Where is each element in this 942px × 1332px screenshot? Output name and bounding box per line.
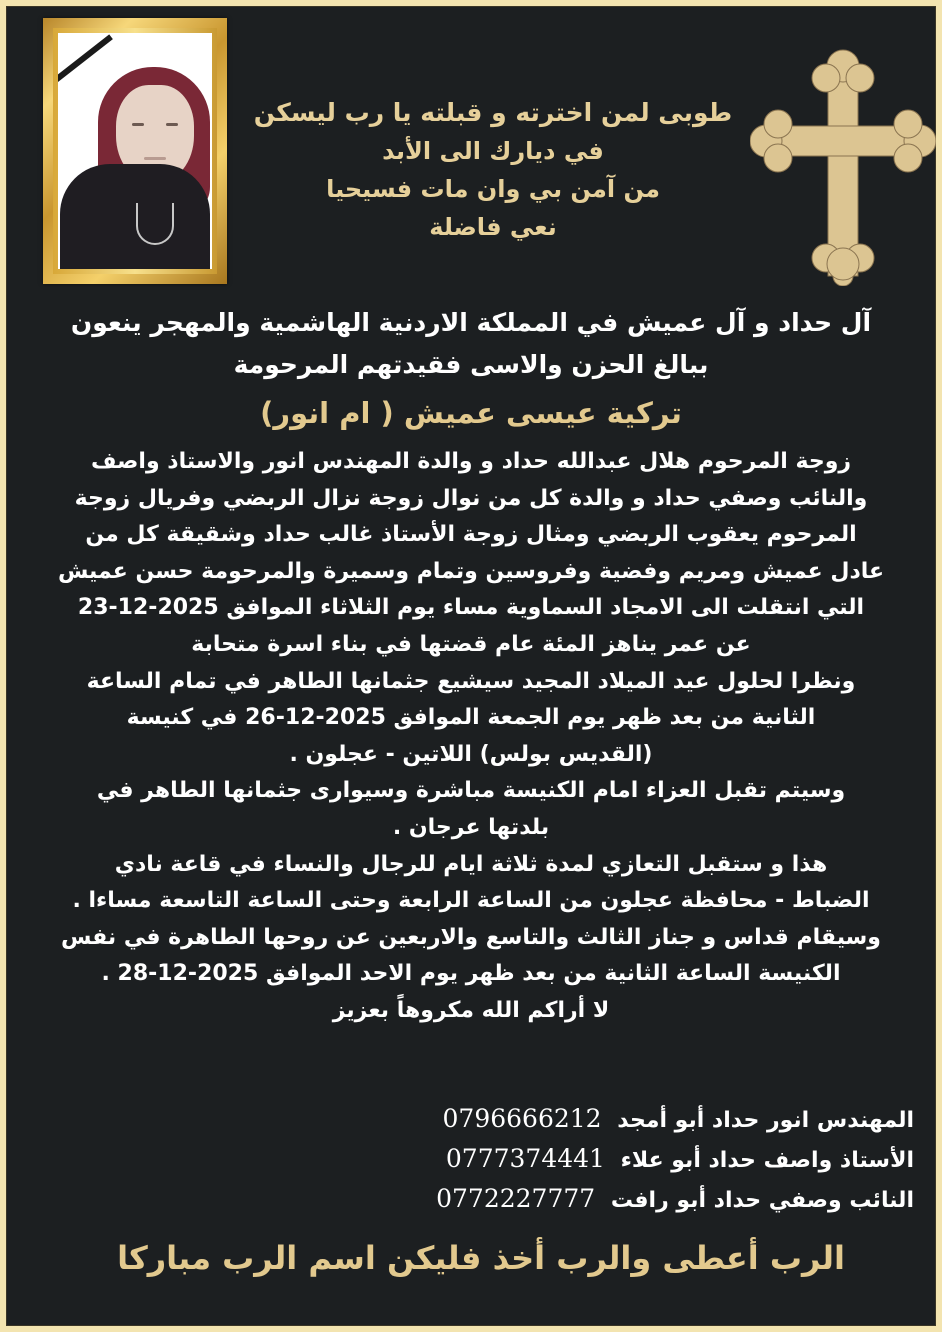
contact-name: المهندس انور حداد أبو أمجد <box>617 1108 914 1133</box>
deceased-portrait <box>58 33 212 269</box>
verse-line: في ديارك الى الأبد <box>382 137 604 165</box>
verse-heading: نعي فاضلة <box>429 213 557 241</box>
announcement <box>26 302 916 386</box>
eye <box>132 123 144 126</box>
body-line: الكنيسة الساعة الثانية من بعد ظهر يوم الاحد الموافق 2025-12-28 . <box>101 961 841 987</box>
eye <box>166 123 178 126</box>
verse-line: من آمن بي وان مات فسيحيا <box>326 175 660 203</box>
black-dress <box>60 164 210 269</box>
mouth <box>144 157 166 160</box>
mourning-ribbon-icon <box>58 34 113 88</box>
body-line: الضباط - محافظة عجلون من الساعة الرابعة وحتى الساعة التاسعة مساءا . <box>72 888 870 914</box>
photo-mat <box>53 28 217 274</box>
contact-phone[interactable]: 0772227777 <box>436 1184 596 1213</box>
deceased-name: تركية عيسى عميش ( ام انور) <box>260 396 682 430</box>
body-line: الثانية من بعد ظهر يوم الجمعة الموافق 2025-12-26 في كنيسة <box>126 705 816 731</box>
body-line: (القديس بولس) اللاتين - عجلون . <box>289 741 653 767</box>
body-line: التي انتقلت الى الامجاد السماوية مساء يوم الثلاثاء الموافق 2025-12-23 <box>77 595 865 621</box>
budded-cross-icon <box>750 26 936 286</box>
body-line: المرحوم يعقوب الربضي ومثال زوجة الأستاذ غالب حداد وشقيقة كل من <box>85 522 857 548</box>
announcement-line: آل حداد و آل عميش في المملكة الاردنية الهاشمية والمهجر ينعون <box>70 308 872 337</box>
contact-list <box>436 1100 914 1220</box>
announcement-line: ببالغ الحزن والاسى فقيدتهم المرحومة <box>233 350 709 379</box>
body-line: لا أراكم الله مكروهاً بعزيز <box>332 997 610 1023</box>
contact-row <box>436 1140 914 1180</box>
obituary-body <box>26 444 916 1030</box>
body-line: زوجة المرحوم هلال عبدالله حداد و والدة المهندس انور والاستاذ واصف <box>90 449 852 474</box>
body-line: ونظرا لحلول عيد الميلاد المجيد سيشيع جثمانها الطاهر في تمام الساعة <box>86 668 856 694</box>
body-line: بلدتها عرجان . <box>392 814 550 840</box>
closing-verse: الرب أعطى والرب أخذ فليكن اسم الرب مباركا <box>117 1239 845 1277</box>
scripture-verse <box>238 94 748 246</box>
contact-name: الأستاذ واصف حداد أبو علاء <box>620 1148 914 1173</box>
contact-row <box>436 1180 914 1220</box>
gold-photo-frame <box>43 18 227 284</box>
contact-name: النائب وصفي حداد أبو رافت <box>610 1188 914 1213</box>
body-line: وسيقام قداس و جناز الثالث والتاسع والاربعين عن روحها الطاهرة في نفس <box>61 924 881 950</box>
contact-row <box>436 1100 914 1140</box>
obituary-card <box>6 6 936 1326</box>
contact-phone[interactable]: 0777374441 <box>445 1144 605 1173</box>
body-line: عادل عميش ومريم وفضية وفروسين وتمام وسميرة والمرحومة حسن عميش <box>57 558 885 584</box>
necklace <box>136 203 174 245</box>
body-line: هذا و ستقبل التعازي لمدة ثلاثة ايام للرجال والنساء في قاعة نادي <box>114 851 828 877</box>
contact-phone[interactable]: 0796666212 <box>442 1104 602 1133</box>
body-line: والنائب وصفي حداد و والدة كل من نوال زوجة نزال الربضي وفريال زوجة <box>74 485 868 511</box>
verse-line: طوبى لمن اخترته و قبلته يا رب ليسكن <box>253 98 733 127</box>
body-line: عن عمر يناهز المئة عام قضتها في بناء اسرة متحابة <box>191 631 751 657</box>
body-line: وسيتم تقبل العزاء امام الكنيسة مباشرة وسيوارى جثمانها الطاهر في <box>96 778 846 804</box>
